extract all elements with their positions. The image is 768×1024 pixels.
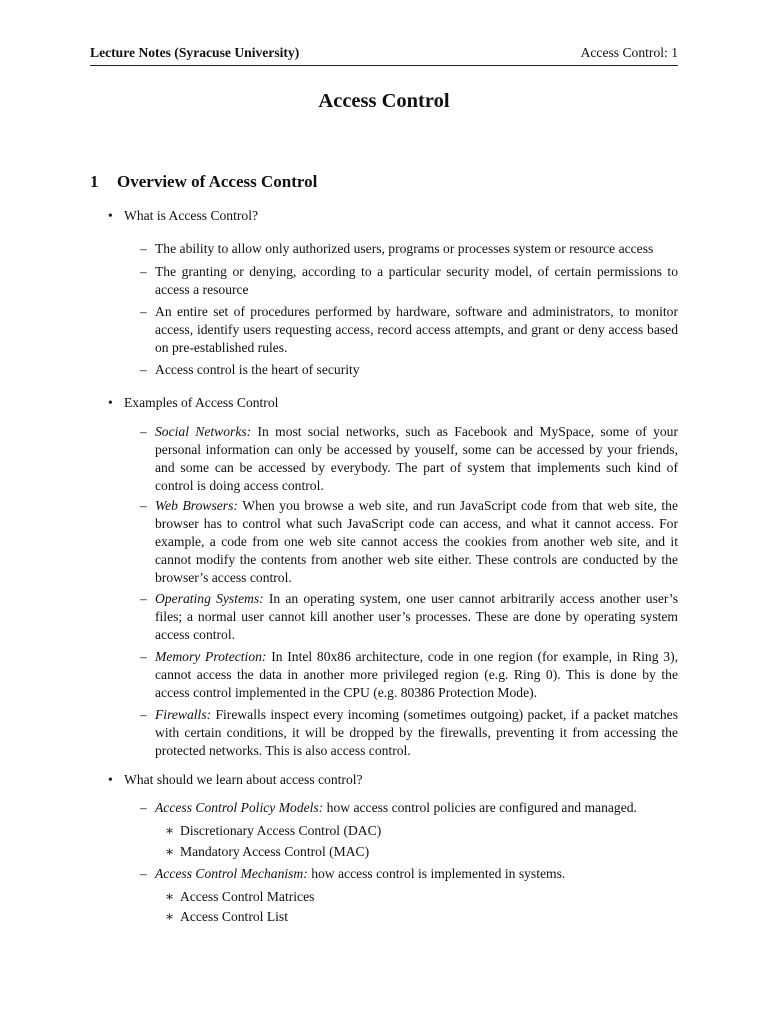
sub-list-item: Mandatory Access Control (MAC): [180, 844, 370, 859]
sub-list-item: Access Control Matrices: [180, 889, 315, 904]
mechanism-label: Access Control Mechanism:: [155, 866, 308, 881]
bullet-heading-what-is: What is Access Control?: [124, 208, 259, 223]
example-label: Firewalls:: [155, 707, 212, 722]
example-label: Web Browsers:: [155, 498, 238, 513]
example-memory-protection: [155, 648, 678, 702]
example-text: In an operating system, one user cannot arbitrarily access another user’s files; a normal user cannot kill another user’s processes. These are done by operating system access control.: [155, 591, 678, 642]
dash-icon: –: [140, 707, 147, 722]
mechanism-text: how access control is implemented in systems.: [311, 866, 566, 881]
star-icon: ∗: [165, 889, 175, 904]
bullet-heading-examples: Examples of Access Control: [124, 395, 279, 410]
example-web-browsers: [155, 497, 678, 587]
dash-icon: –: [140, 241, 147, 256]
policy-label: Access Control Policy Models:: [155, 800, 324, 815]
example-text: In most social networks, such as Facebook and MySpace, some of your personal information can only be accessed by youself, some can be accessed by your friends, and some can be accessed by everybody. The part of system that implements such kind of control is doing access control.: [155, 424, 678, 493]
example-social-networks: [155, 423, 678, 495]
mechanism-item: [155, 865, 678, 883]
dash-icon: –: [140, 264, 147, 279]
example-label: Memory Protection:: [155, 649, 267, 664]
bullet-icon: •: [108, 208, 113, 223]
dash-icon: –: [140, 498, 147, 513]
dash-icon: –: [140, 800, 147, 815]
star-icon: ∗: [165, 909, 175, 924]
example-label: Social Networks:: [155, 424, 252, 439]
bullet-icon: •: [108, 772, 113, 787]
section-heading: [90, 172, 317, 192]
policy-models-item: [155, 799, 678, 817]
example-firewalls: [155, 706, 678, 760]
dash-icon: –: [140, 304, 147, 319]
bullet-heading-what-to-learn: What should we learn about access control?: [124, 772, 363, 787]
example-label: Operating Systems:: [155, 591, 264, 606]
example-text: In Intel 80x86 architecture, code in one region (for example, in Ring 3), cannot access the data in another more privileged region (e.g. Ring 0). This is done by the access control implemented in the CPU (e.g. 80386 Protection Mode).: [155, 649, 678, 700]
list-item: Access control is the heart of security: [155, 362, 360, 377]
list-item: The ability to allow only authorized users, programs or processes system or resource access: [155, 241, 654, 256]
header-course: Lecture Notes (Syracuse University): [90, 45, 300, 60]
dash-icon: –: [140, 649, 147, 664]
example-operating-systems: [155, 590, 678, 644]
header-page-label: Access Control: 1: [580, 45, 678, 60]
star-icon: ∗: [165, 844, 175, 859]
policy-text: how access control policies are configured and managed.: [326, 800, 637, 815]
sub-list-item: Access Control List: [180, 909, 288, 924]
page-title: Access Control: [318, 90, 450, 112]
dash-icon: –: [140, 591, 147, 606]
section-title: Overview of Access Control: [117, 172, 318, 191]
dash-icon: –: [140, 424, 147, 439]
list-item: An entire set of procedures performed by hardware, software and administrators, to monitor access, identify users requesting access, record access attempts, and grant or deny access based on pre-established rules.: [155, 304, 678, 355]
header-rule: [90, 65, 678, 66]
star-icon: ∗: [165, 823, 175, 838]
example-text: Firewalls inspect every incoming (sometimes outgoing) packet, if a packet matches with certain conditions, it will be dropped by the firewalls, preventing it from accessing the protected networks. This is also access control.: [155, 707, 678, 758]
list-item: The granting or denying, according to a particular security model, of certain permissions to access a resource: [155, 264, 678, 297]
example-text: When you browse a web site, and run JavaScript code from that web site, the browser has to control what such JavaScript code can access, and what it cannot access. For example, a code from one web site cannot access the cookies from another web site, and it cannot modify the contents from another web site either. These controls are conducted by the browser’s access control.: [155, 498, 678, 585]
sub-list-item: Discretionary Access Control (DAC): [180, 823, 382, 838]
dash-icon: –: [140, 866, 147, 881]
section-number: 1: [90, 172, 99, 191]
bullet-icon: •: [108, 395, 113, 410]
dash-icon: –: [140, 362, 147, 377]
